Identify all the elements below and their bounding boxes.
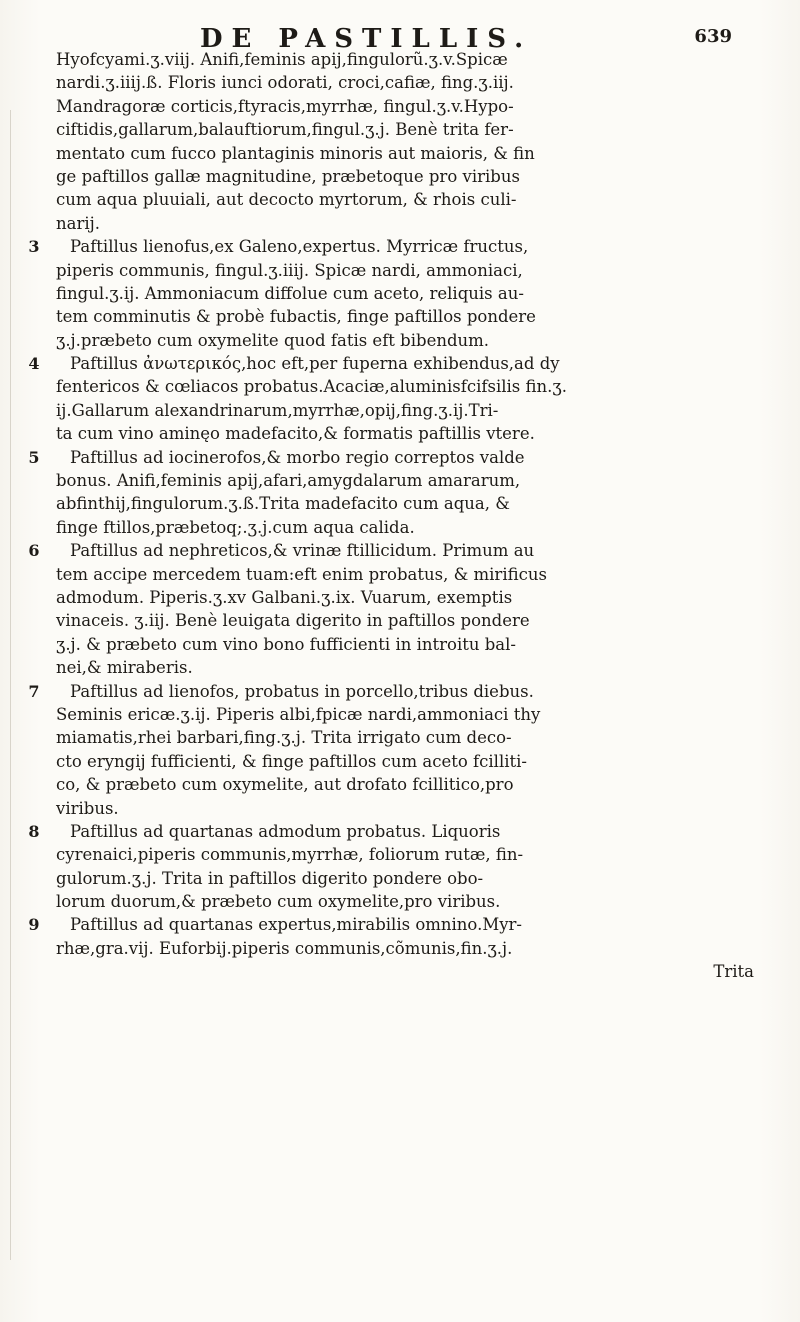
line-text: nei,& miraberis. — [56, 658, 193, 678]
text-line — [56, 563, 768, 586]
text-line — [56, 890, 768, 913]
line-text: gulorum.ʒ.j. Trita in paftillos digerito pondere obo- — [56, 868, 484, 888]
line-text: Paftillus ἀνωτερικός,hoc eft,per fuperna exhibendus,ad dy — [70, 354, 560, 374]
margin-number: 7 — [28, 681, 40, 701]
line-text: Paftillus ad quartanas expertus,mirabilis omnino.Myr- — [70, 915, 522, 935]
line-text: ciftidis,gallarum,balauftiorum,fingul.ʒ.j. Benè trita fer- — [56, 120, 514, 140]
text-line — [56, 750, 768, 773]
text-line — [56, 142, 768, 165]
text-line — [56, 212, 768, 235]
line-text: Seminis ericæ.ʒ.ij. Piperis albi,fpicæ nardi,ammoniaci thy — [56, 704, 541, 724]
text-line — [56, 492, 768, 515]
line-text: ge paftillos gallæ magnitudine, præbetoque pro viribus — [56, 166, 520, 186]
recipe-heading-line — [28, 446, 768, 469]
page-edge-shadow — [10, 110, 11, 1260]
text-line — [56, 726, 768, 749]
line-text: tem comminutis & probè fubactis, finge paftillos pondere — [56, 307, 536, 327]
recipe-heading-line — [28, 352, 768, 375]
line-text: bonus. Anifi,feminis apij,afari,amygdalarum amararum, — [56, 471, 521, 491]
text-line — [56, 165, 768, 188]
text-line — [56, 703, 768, 726]
text-line — [56, 329, 768, 352]
line-text: lorum duorum,& præbeto cum oxymelite,pro viribus. — [56, 892, 501, 912]
text-line — [56, 633, 768, 656]
text-line — [56, 937, 768, 960]
line-text: admodum. Piperis.ʒ.xv Galbani.ʒ.ix. Vuarum, exemptis — [56, 587, 513, 607]
line-text: mentato cum fucco plantaginis minoris aut maioris, & fin — [56, 143, 535, 163]
line-text: Mandragoræ corticis,ftyracis,myrrhæ, fingul.ʒ.v.Hypo- — [56, 96, 514, 116]
line-text: piperis communis, fingul.ʒ.iiij. Spicæ nardi, ammoniaci, — [56, 260, 523, 280]
line-text: cum aqua pluuiali, aut decocto myrtorum, & rhois culi- — [56, 190, 517, 210]
recipe-heading-line — [28, 235, 768, 258]
running-title: DE PASTILLIS. — [200, 24, 533, 54]
line-text: abfinthij,fingulorum.ʒ.ß.Trita madefacito cum aqua, & — [56, 494, 510, 514]
text-line — [56, 469, 768, 492]
text-line — [56, 375, 768, 398]
text-line — [56, 305, 768, 328]
text-line — [56, 118, 768, 141]
margin-number: 8 — [28, 821, 40, 841]
text-line — [56, 609, 768, 632]
line-text: Paftillus ad nephreticos,& vrinæ ftillicidum. Primum au — [70, 541, 535, 561]
catchword-line — [56, 960, 768, 983]
line-text: fentericos & cœliacos probatus.Acaciæ,aluminisfcifsilis fin.ʒ. — [56, 377, 567, 397]
margin-number: 4 — [28, 354, 40, 374]
line-text: co, & præbeto cum oxymelite, aut drofato fcillitico,pro — [56, 775, 514, 795]
margin-number: 6 — [28, 541, 40, 561]
text-line — [56, 843, 768, 866]
line-text: Paftillus ad iocinerofos,& morbo regio correptos valde — [70, 447, 525, 467]
line-text: ta cum vino aminęo madefacito,& formatis paftillis vtere. — [56, 424, 535, 444]
recipe-heading-line — [28, 539, 768, 562]
text-line — [56, 422, 768, 445]
text-line — [56, 773, 768, 796]
line-text: Paftillus ad quartanas admodum probatus. Liquoris — [70, 821, 501, 841]
line-text: narij. — [56, 213, 100, 233]
text-line — [56, 586, 768, 609]
line-text: ij.Gallarum alexandrinarum,myrrhæ,opij,fing.ʒ.ij.Tri- — [56, 400, 499, 420]
line-text: fingul.ʒ.ij. Ammoniacum diffolue cum aceto, reliquis au- — [56, 283, 524, 303]
line-text: ʒ.j. & præbeto cum vino bono fufficienti in introitu bal- — [56, 634, 516, 654]
recipe-heading-line — [28, 820, 768, 843]
text-line — [56, 656, 768, 679]
recipe-heading-line — [28, 913, 768, 936]
text-line — [56, 399, 768, 422]
line-text: cyrenaici,piperis communis,myrrhæ, foliorum rutæ, fin- — [56, 845, 524, 865]
text-line — [56, 71, 768, 94]
line-text: nardi.ʒ.iiij.ß. Floris iunci odorati, croci,cafiæ, fing.ʒ.iij. — [56, 73, 514, 93]
text-line — [56, 259, 768, 282]
line-text: Paftillus lienofus,ex Galeno,expertus. Myrricæ fructus, — [70, 237, 529, 257]
margin-number: 3 — [28, 237, 40, 257]
text-body — [28, 48, 768, 984]
text-line — [56, 282, 768, 305]
line-text: vinaceis. ʒ.iij. Benè leuigata digerito in paftillos pondere — [56, 611, 530, 631]
line-text: ʒ.j.præbeto cum oxymelite quod fatis eft bibendum. — [56, 330, 490, 350]
margin-number: 9 — [28, 915, 40, 935]
line-text: cto eryngij fufficienti, & finge paftillos cum aceto fcilliti- — [56, 751, 527, 771]
catchword: Trita — [713, 962, 754, 982]
line-text: Paftillus ad lienofos, probatus in porcello,tribus diebus. — [70, 681, 534, 701]
line-text: tem accipe mercedem tuam:eft enim probatus, & mirificus — [56, 564, 547, 584]
text-line — [56, 516, 768, 539]
text-line — [56, 188, 768, 211]
text-line — [56, 95, 768, 118]
line-text: finge ftillos,præbetoq;.ʒ.j.cum aqua calida. — [56, 517, 415, 537]
page-number: 639 — [694, 26, 732, 47]
recipe-heading-line — [28, 680, 768, 703]
text-line — [56, 867, 768, 890]
text-line — [56, 48, 768, 71]
line-text: rhæ,gra.vij. Euforbij.piperis communis,cõmunis,fin.ʒ.j. — [56, 938, 513, 958]
line-text: viribus. — [56, 798, 119, 818]
line-text: Hyofcyami.ʒ.viij. Anifi,feminis apij,fingulorũ.ʒ.v.Spicæ — [56, 50, 508, 69]
margin-number: 5 — [28, 447, 40, 467]
line-text: miamatis,rhei barbari,fing.ʒ.j. Trita irrigato cum deco- — [56, 728, 512, 748]
text-line — [56, 797, 768, 820]
